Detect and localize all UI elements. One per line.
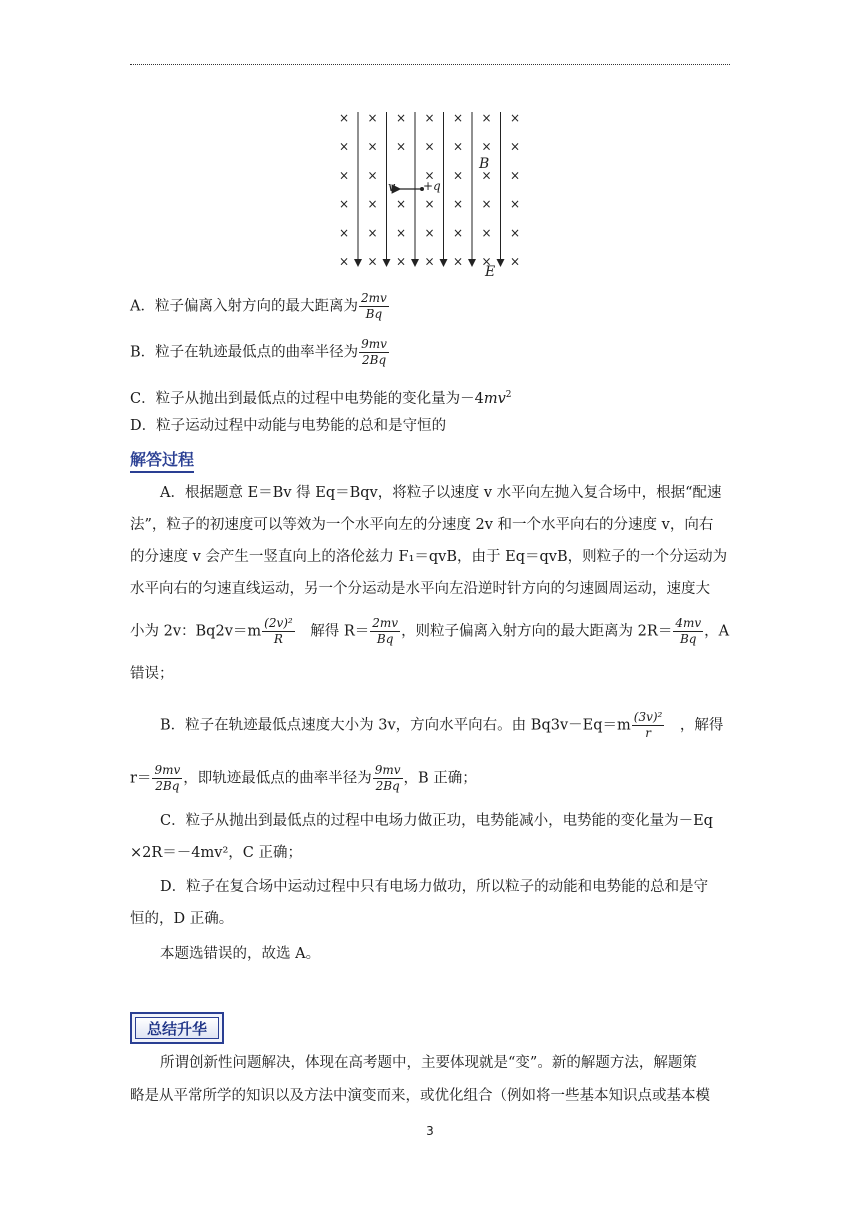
cross-mark: × (396, 254, 407, 269)
fraction: $\frac{4mv}{Bq}$ (675, 616, 702, 646)
cross-mark: × (339, 225, 350, 240)
solution-c-line1: C．粒子从抛出到最低点的过程中电场力做正功，电势能减小，电势能的变化量为－Eq (160, 813, 713, 829)
summary-line2: 略是从平常所学的知识以及方法中演变而来，或优化组合（例如将一些基本知识点或基本模 (130, 1088, 710, 1104)
cross-mark: × (367, 197, 378, 212)
cross-mark: × (510, 197, 521, 212)
cross-mark: × (510, 139, 521, 154)
cross-mark: × (453, 225, 464, 240)
cross-mark: × (481, 111, 492, 125)
option-a: A．粒子偏离入射方向的最大距离为 $\frac{2mv}{Bq}$ (130, 291, 387, 321)
cross-mark: × (367, 139, 378, 154)
cross-mark: × (367, 111, 378, 125)
cross-mark: × (453, 197, 464, 212)
cross-mark: × (339, 168, 350, 183)
summary-heading-box (130, 1012, 224, 1044)
cross-mark: × (424, 139, 435, 154)
fraction: $\frac{9mv}{2Bq}$ (361, 337, 387, 367)
solution-a-line4: 水平向右的匀速直线运动，另一个分运动是水平向左沿逆时针方向的匀速圆周运动，速度大 (130, 581, 710, 597)
summary-heading: 总结升华 (135, 1017, 219, 1039)
cross-mark: × (453, 139, 464, 154)
label-v: v (388, 180, 396, 195)
label-e: E (485, 264, 496, 278)
fraction: $\frac{\text{(3v)²}}{r}$ (633, 710, 663, 740)
cross-mark: × (453, 168, 464, 183)
field-diagram (330, 106, 530, 278)
cross-mark: × (396, 225, 407, 240)
cross-mark: × (424, 197, 435, 212)
cross-mark: × (424, 254, 435, 269)
fraction: $\frac{2mv}{Bq}$ (372, 616, 399, 646)
option-d: D．粒子运动过程中动能与电势能的总和是守恒的 (130, 418, 447, 434)
cross-mark: × (339, 111, 350, 125)
label-b: B (479, 156, 490, 172)
cross-mark: × (339, 254, 350, 269)
cross-mark: × (424, 111, 435, 125)
label-q: +q (423, 179, 441, 193)
cross-mark: × (481, 225, 492, 240)
cross-mark: × (510, 168, 521, 183)
fraction: $\frac{2mv}{Bq}$ (360, 291, 387, 321)
option-b: B．粒子在轨迹最低点的曲率半径为 $\frac{9mv}{2Bq}$ (130, 337, 387, 367)
solution-heading: 解答过程 (130, 447, 194, 473)
solution-c-line2: ×2R＝－4mv²，C 正确； (130, 845, 302, 861)
fraction: $\frac{9mv}{2Bq}$ (374, 763, 401, 793)
cross-mark: × (367, 225, 378, 240)
solution-b-line2: r＝ $\frac{9mv}{2Bq}$ ，即轨迹最低点的曲率半径为 $\frac{9mv}{2Bq}$ ，B 正确； (130, 763, 477, 793)
cross-mark: × (510, 254, 521, 269)
cross-mark: × (367, 254, 378, 269)
solution-conclusion: 本题选错误的，故选 A。 (160, 946, 321, 962)
solution-b-line1: B．粒子在轨迹最低点速度大小为 3v，方向水平向右。由 Bq3v－Eq＝m $\frac{\text{(3v)²}}{r}$ ，解得 (160, 710, 724, 740)
header-rule (130, 64, 730, 65)
cross-mark: × (481, 254, 492, 269)
solution-a-line5: 小为 2v：Bq2v＝m $\frac{\text{(2v)²}}{R}$ 解得 R＝ $\frac{2mv}{Bq}$ ，则粒子偏离入射方向的最大距离为 2R＝ $\frac{4mv}{Bq}$ ，A (130, 616, 730, 646)
solution-a-line6: 错误； (130, 666, 174, 682)
cross-mark: × (510, 225, 521, 240)
summary-line1: 所谓创新性问题解决，体现在高考题中，主要体现就是“变”。新的解题方法，解题策 (160, 1055, 697, 1071)
fraction: $\frac{9mv}{2Bq}$ (154, 763, 181, 793)
cross-mark: × (339, 197, 350, 212)
cross-mark: × (481, 139, 492, 154)
cross-mark: × (481, 197, 492, 212)
solution-a-line1: A．根据题意 E＝Bv 得 Eq＝Bqv，将粒子以速度 v 水平向左抛入复合场中，根据“配速 (160, 485, 722, 501)
cross-mark: × (424, 168, 435, 183)
solution-d-line1: D．粒子在复合场中运动过程中只有电场力做功，所以粒子的动能和电势能的总和是守 (160, 879, 709, 895)
cross-mark: × (396, 139, 407, 154)
page-number: 3 (426, 1124, 434, 1138)
cross-mark: × (339, 139, 350, 154)
cross-mark: × (424, 225, 435, 240)
cross-mark: × (396, 111, 407, 125)
solution-a-line2: 法”，粒子的初速度可以等效为一个水平向左的分速度 2v 和一个水平向右的分速度 v，向右 (130, 517, 714, 533)
cross-mark: × (453, 111, 464, 125)
cross-mark: × (367, 168, 378, 183)
cross-mark: × (396, 197, 407, 212)
cross-mark: × (481, 168, 492, 183)
cross-mark: × (453, 254, 464, 269)
option-c: C．粒子从抛出到最低点的过程中电势能的变化量为$-4mv^2$ (130, 390, 512, 407)
cross-mark: × (510, 111, 521, 125)
solution-d-line2: 恒的，D 正确。 (130, 911, 234, 927)
fraction: $\frac{\text{(2v)²}}{R}$ (264, 616, 293, 646)
solution-a-line3: 的分速度 v 会产生一竖直向上的洛伦兹力 F₁＝qvB，由于 Eq＝qvB，则粒子的一个分运动为 (130, 549, 728, 565)
